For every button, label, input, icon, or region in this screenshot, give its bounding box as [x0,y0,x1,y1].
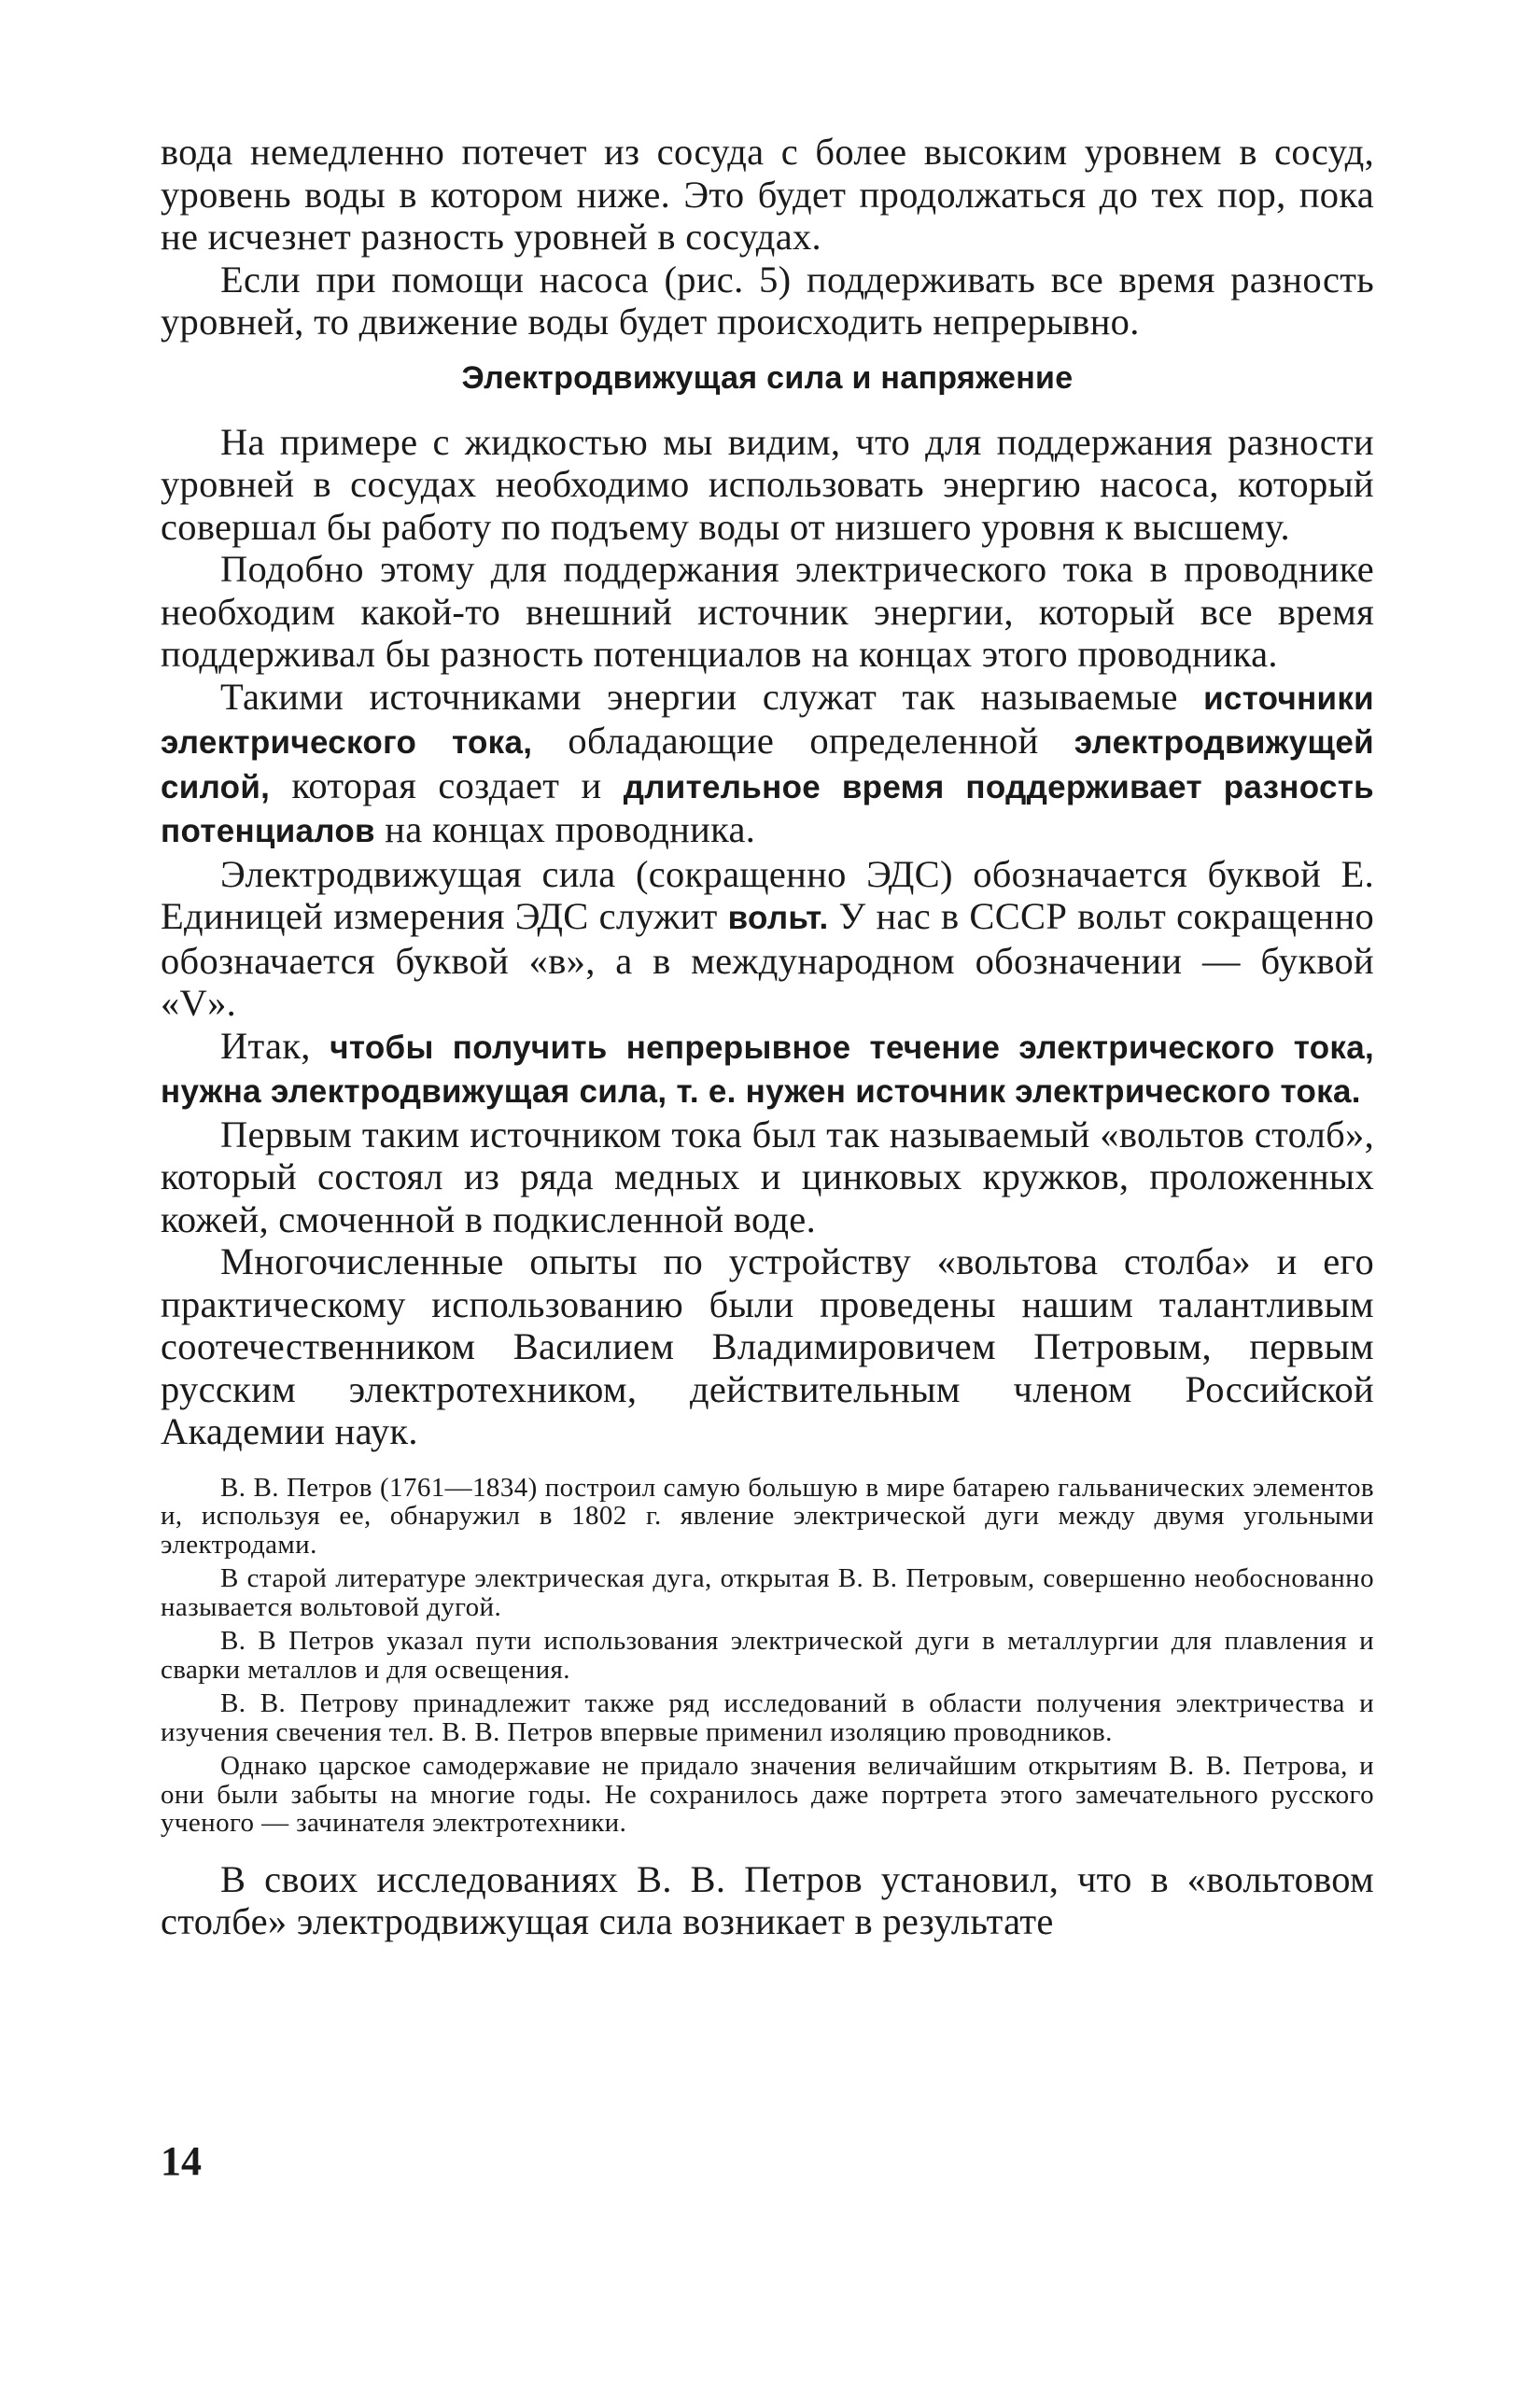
note-3: В. В Петров указал пути использования электрической дуги в металлургии для плавления и сварки металлов и для освещения. [161,1626,1374,1685]
page-body [161,131,1374,1943]
paragraph-7 [161,1025,1374,1113]
text-run: обладающие определенной [532,720,1074,762]
bold-text-run: чтобы получить непрерывное течение электрического тока, нужна электродвижущая сила, т. е. нужен источник электрического тока. [161,1029,1374,1110]
bold-text-run: электродвижущей силой, [161,724,1374,805]
paragraph-1: вода немедленно потечет из сосуда с более высоким уровнем в сосуд, уровень воды в котором ниже. Это будет продолжаться до тех пор, пока не исчезнет разность уровней в сосудах. [161,131,1374,258]
text-run: У нас в СССР вольт сокращенно обозначается буквой «в», а в международном обозначении — буквой «V». [161,895,1374,1024]
text-run: Такими источниками энергии служат так называемые [220,675,1204,718]
text-run: Электродвижущая сила (сокращенно ЭДС) обозначается буквой Е. Единицей измерения ЭДС служит [161,852,1374,937]
note-1: В. В. Петров (1761—1834) построил самую большую в мире батарею гальванических элементов и, используя ее, обнаружил в 1802 г. явление электрической дуги между двумя угольными электродами. [161,1472,1374,1560]
paragraph-2: Если при помощи насоса (рис. 5) поддерживать все время разность уровней, то движение воды будет происходить непрерывно. [161,258,1374,343]
paragraph-9: Многочисленные опыты по устройству «вольтова столба» и его практическому использованию были проведены нашим талантливым соотечественником Василием Владимировичем Петровым, первым русским электротехником, действительным членом Российской Академии наук. [161,1240,1374,1452]
note-5: Однако царское самодержавие не придало значения величайшим открытиям В. В. Петрова, и они были забыты на многие годы. Не сохранилось даже портрета этого замечательного русского ученого — зачинателя электротехники. [161,1751,1374,1838]
bold-text-run: длительное время поддерживает разность потенциалов [161,768,1374,849]
paragraph-5 [161,676,1374,853]
paragraph-3: На примере с жидкостью мы видим, что для поддержания разности уровней в сосудах необходимо использовать энергию насоса, который совершал бы работу по подъему воды от низшего уровня к высшему. [161,420,1374,548]
paragraph-4: Подобно этому для поддержания электрического тока в проводнике необходим какой-то внешний источник энергии, который все время поддерживал бы разность потенциалов на концах этого проводника. [161,548,1374,675]
bold-text-run: источники электрического тока, [161,679,1374,761]
note-2: В старой литературе электрическая дуга, открытая В. В. Петровым, совершенно необоснованно называется вольтовой дугой. [161,1563,1374,1622]
text-run: Итак, [220,1024,330,1067]
notes-block [161,1474,1374,1838]
text-run: которая создает и [270,763,624,806]
paragraph-10: В своих исследованиях В. В. Петров установил, что в «вольтовом столбе» электродвижущая сила возникает в результате [161,1857,1374,1942]
bold-text-run: вольт. [727,900,829,936]
page-number: 14 [161,2138,202,2184]
paragraph-8: Первым таким источником тока был так называемый «вольтов столб», который состоял из ряда медных и цинковых кружков, проложенных кожей, смоченной в подкисленной воде. [161,1113,1374,1240]
section-heading: Электродвижущая сила и напряжение [461,359,1074,396]
text-run: на концах проводника. [374,808,756,850]
paragraph-6 [161,853,1374,1025]
note-4: В. В. Петрову принадлежит также ряд исследований в области получения электричества и изучения свечения тел. В. В. Петров впервые применил изоляцию проводников. [161,1688,1374,1747]
